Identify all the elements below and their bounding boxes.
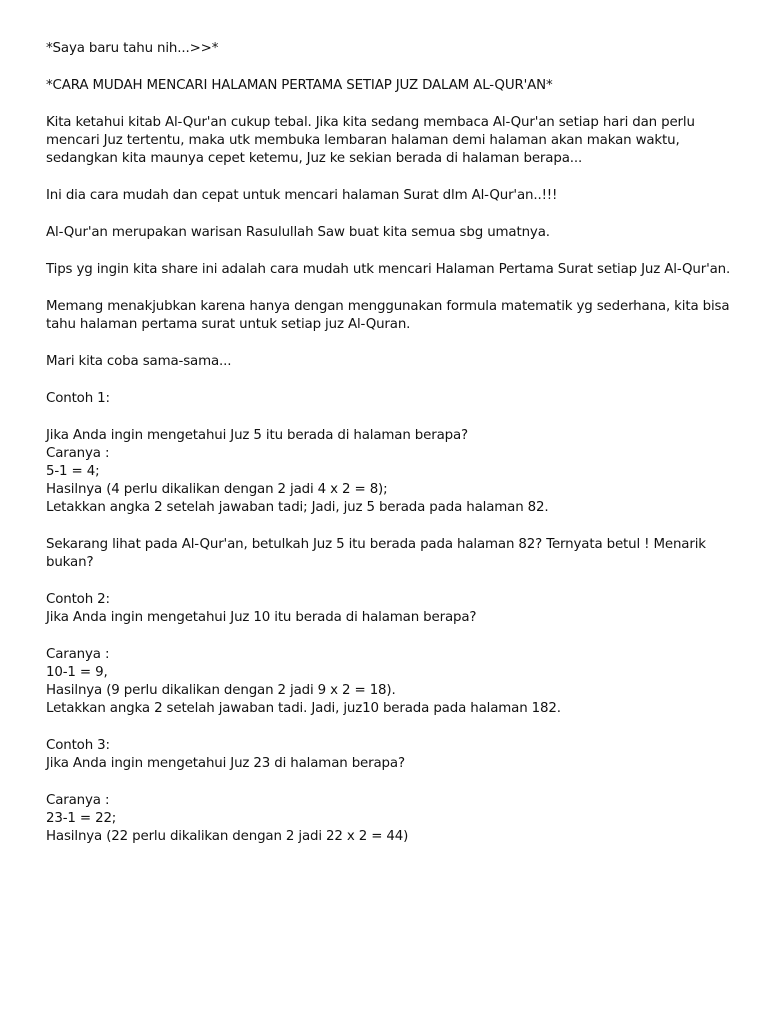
document-body <box>46 40 736 846</box>
intro-paragraph: Kita ketahui kitab Al-Qur'an cukup tebal. Jika kita sedang membaca Al-Qur'an setiap hari dan perlu mencari Juz tertentu, maka utk membuka lembaran halaman demi halaman akan makan waktu, sedangkan kita maunya cepet ketemu, Juz ke sekian berada di halaman berapa... <box>46 115 695 166</box>
example-1-check: Sekarang lihat pada Al-Qur'an, betulkah Juz 5 itu berada pada halaman 82? Ternyata betul ! Menarik bukan? <box>46 537 706 570</box>
example-1-step-2: Hasilnya (4 perlu dikalikan dengan 2 jadi 4 x 2 = 8); <box>46 482 388 497</box>
example-2-question: Jika Anda ingin mengetahui Juz 10 itu berada di halaman berapa? <box>46 610 477 625</box>
example-1-question: Jika Anda ingin mengetahui Juz 5 itu berada di halaman berapa? <box>46 428 469 443</box>
example-2-method-label: Caranya : <box>46 647 110 662</box>
example-3-block <box>46 792 736 846</box>
example-2-heading: Contoh 2: <box>46 592 110 607</box>
paragraph-4: Tips yg ingin kita share ini adalah cara mudah utk mencari Halaman Pertama Surat setiap Juz Al-Qur'an. <box>46 262 731 277</box>
header-note: *Saya baru tahu nih...>>* <box>46 41 219 56</box>
example-1-step-3: Letakkan angka 2 setelah jawaban tadi; Jadi, juz 5 berada pada halaman 82. <box>46 500 549 515</box>
paragraph-5: Memang menakjubkan karena hanya dengan menggunakan formula matematik yg sederhana, kita bisa tahu halaman pertama surat untuk setiap juz Al-Quran. <box>46 299 730 332</box>
example-3-question: Jika Anda ingin mengetahui Juz 23 di halaman berapa? <box>46 756 405 771</box>
example-2-intro <box>46 591 736 627</box>
example-2-block <box>46 646 736 718</box>
example-3-step-1: 23-1 = 22; <box>46 811 117 826</box>
example-2-step-3: Letakkan angka 2 setelah jawaban tadi. Jadi, juz10 berada pada halaman 182. <box>46 701 561 716</box>
paragraph-3: Al-Qur'an merupakan warisan Rasulullah Saw buat kita semua sbg umatnya. <box>46 225 550 240</box>
example-1-heading: Contoh 1: <box>46 391 110 406</box>
example-1-block <box>46 427 736 517</box>
example-2-step-2: Hasilnya (9 perlu dikalikan dengan 2 jadi 9 x 2 = 18). <box>46 683 396 698</box>
example-2-step-1: 10-1 = 9, <box>46 665 108 680</box>
example-1-method-label: Caranya : <box>46 446 110 461</box>
example-3-heading: Contoh 3: <box>46 738 110 753</box>
paragraph-6: Mari kita coba sama-sama... <box>46 354 232 369</box>
example-1-step-1: 5-1 = 4; <box>46 464 100 479</box>
example-3-method-label: Caranya : <box>46 793 110 808</box>
document-title: *CARA MUDAH MENCARI HALAMAN PERTAMA SETIAP JUZ DALAM AL-QUR'AN* <box>46 78 553 93</box>
paragraph-2: Ini dia cara mudah dan cepat untuk mencari halaman Surat dlm Al-Qur'an..!!! <box>46 188 558 203</box>
example-3-intro <box>46 737 736 773</box>
example-3-step-2: Hasilnya (22 perlu dikalikan dengan 2 jadi 22 x 2 = 44) <box>46 829 409 844</box>
